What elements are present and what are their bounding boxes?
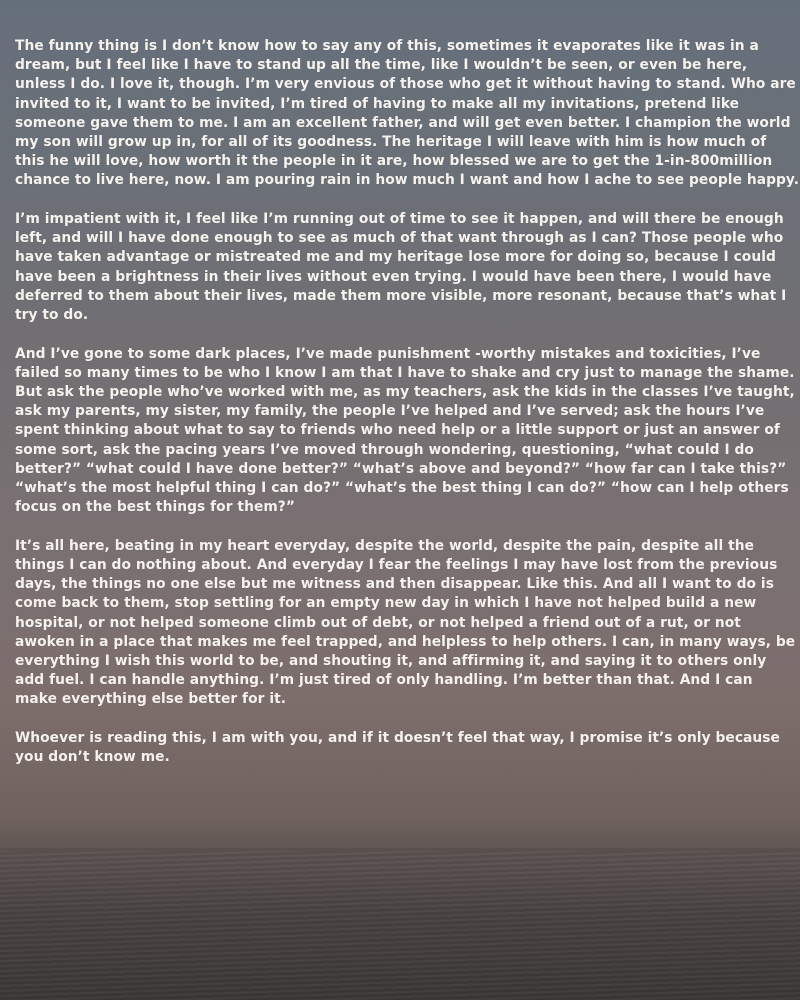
- paragraph-4: It’s all here, beating in my heart everyday, despite the world, despite the pain, despite all the things I can do nothing about. And everyday I fear the feelings I may have lost from the previous days, the things no one else but me witness and then disappear. Like this. And all I want to do is come back to them, stop settling for an empty new day in which I have not helped build a new hospital, or not helped someone climb out of debt, or not helped a friend out of a rut, or not awoken in a place that makes me feel trapped, and helpless to help others. I can, in many ways, be everything I wish this world to be, and shouting it, and affirming it, and saying it to others only add fuel. I can handle anything. I’m just tired of only handling. I’m better than that. And I can make everything else better for it.: [15, 537, 796, 708]
- paragraph-3: And I’ve gone to some dark places, I’ve made punishment -worthy mistakes and toxicities, I’ve failed so many times to be who I know I am that I have to shake and cry just to manage the shame. But ask the people who’ve worked with me, as my teachers, ask the kids in the classes I’ve taught, ask my parents, my sister, my family, the people I’ve helped and I’ve served; ask the hours I’ve spent thinking about what to say to friends who need help or a little support or just an answer of some sort, ask the pacing years I’ve moved through wondering, questioning, “what could I do better?” “what could I have done better?” “what’s above and beyond?” “how far can I take this?” “what’s the most helpful thing I can do?” “what’s the best thing I can do?” “how can I help others focus on the best things for them?”: [15, 345, 795, 516]
- paragraph-2: I’m impatient with it, I feel like I’m running out of time to see it happen, and will there be enough left, and will I have done enough to see as much of that want through as I can? Those people who have taken advantage or mistreated me and my heritage lose more for doing so, because I could have been a brightness in their lives without even trying. I would have been there, I would have deferred to them about their lives, made them more visible, more resonant, because that’s what I try to do.: [15, 211, 787, 324]
- paragraph-1: The funny thing is I don’t know how to say any of this, sometimes it evaporates like it was in a dream, but I feel like I have to stand up all the time, like I wouldn’t be seen, or even be here, unless I do. I love it, though. I’m very envious of those who get it without having to stand. Who are invited to it, I want to be invited, I’m tired of having to make all my invitations, pretend like someone gave them to me. I am an excellent father, and will get even better. I champion the world my son will grow up in, for all of its goodness. The heritage I will leave with him is how much of this he will love, how worth it the people in it are, how blessed we are to get the 1-in-800million chance to live here, now. I am pouring rain in how much I want and how I ache to see people happy.: [15, 38, 799, 189]
- paragraph-5: Whoever is reading this, I am with you, and if it doesn’t feel that way, I promise it’s only because you don’t know me.: [15, 730, 780, 766]
- sea-background: [0, 850, 800, 1000]
- letter-text: [15, 37, 799, 787]
- horizon-line: [0, 848, 800, 851]
